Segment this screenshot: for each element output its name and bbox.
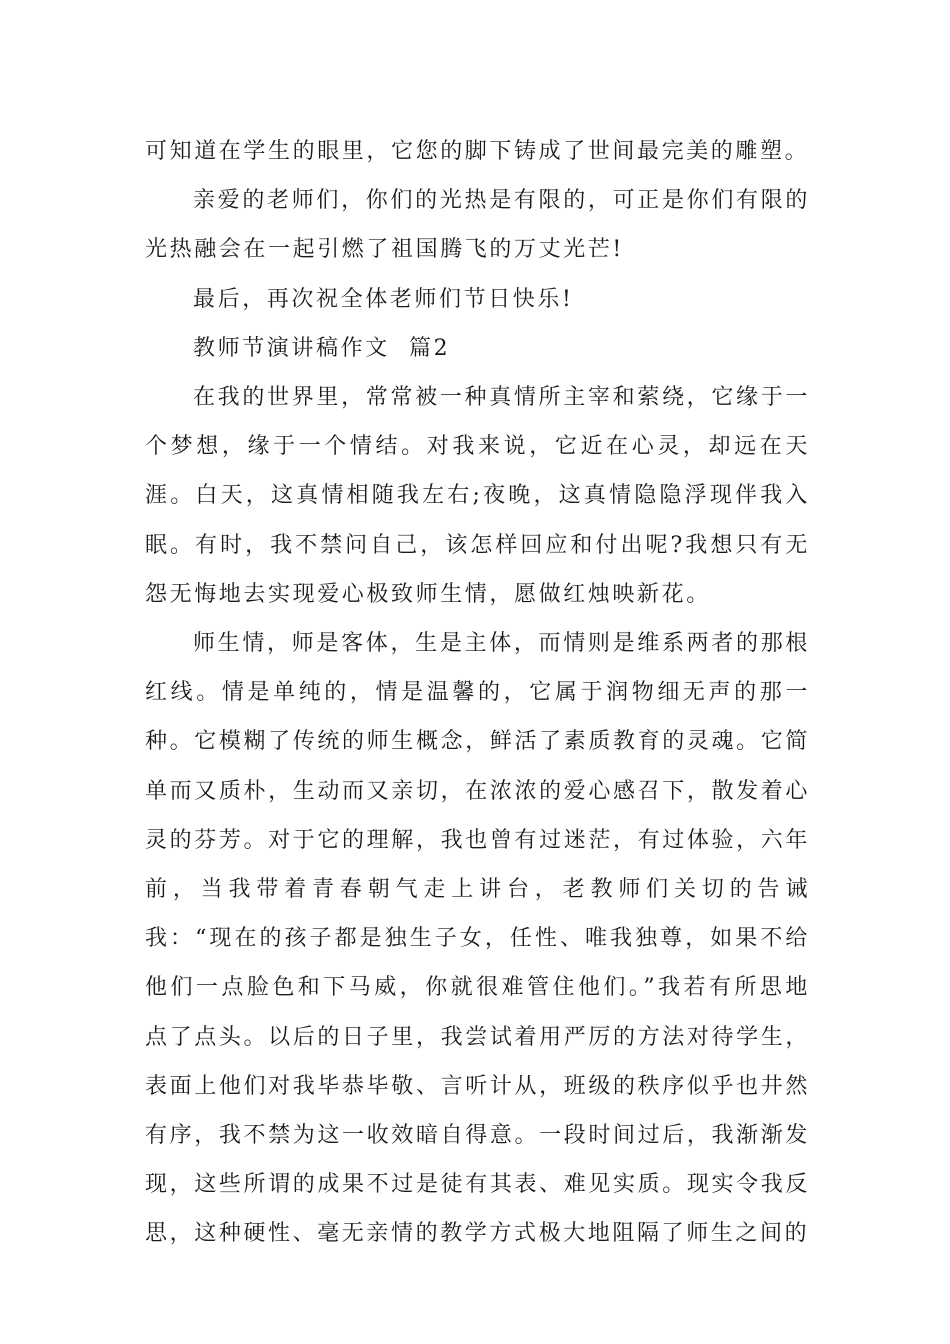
section-heading: 教师节演讲稿作文 篇2 (193, 335, 451, 361)
paragraph-5: 师生情，师是客体，生是主体，而情则是维系两者的那根红线。情是单纯的，情是温馨的，它属于润物细无声的那一种。它模糊了传统的师生概念，鲜活了素质教育的灵魂。它简单而又质朴，生动而又亲切，在浓浓的爱心感召下，散发着心灵的芬芳。对于它的理解，我也曾有过迷茫，有过体验，六年前，当我带着青春朝气走上讲台，老教师们关切的告诫我：“现在的孩子都是独生子女，任性、唯我独尊，如果不给他们一点脸色和下马威，你就很难管住他们。”我若有所思地点了点头。以后的日子里，我尝试着用严厉的方法对待学生，表面上他们对我毕恭毕敬、言听计从，班级的秩序似乎也井然有序，我不禁为这一收效暗自得意。一段时间过后，我渐渐发现，这些所谓的成果不过是徒有其表、难见实质。现实令我反思，这种硬性、毫无亲情的教学方式极大地阻隔了师生之间的 (145, 631, 810, 1247)
document-body (145, 127, 810, 1259)
paragraph-3: 最后，再次祝全体老师们节日快乐! (193, 286, 574, 312)
paragraph-2: 亲爱的老师们，你们的光热是有限的，可正是你们有限的光热融会在一起引燃了祖国腾飞的万丈光芒! (145, 188, 810, 263)
paragraph-1: 可知道在学生的眼里，它您的脚下铸成了世间最完美的雕塑。 (145, 139, 810, 164)
paragraph-4: 在我的世界里，常常被一种真情所主宰和萦绕，它缘于一个梦想，缘于一个情结。对我来说，它近在心灵，却远在天涯。白天，这真情相随我左右;夜晚，这真情隐隐浮现伴我入眠。有时，我不禁问自己，该怎样回应和付出呢?我想只有无怨无悔地去实现爱心极致师生情，愿做红烛映新花。 (145, 385, 810, 607)
